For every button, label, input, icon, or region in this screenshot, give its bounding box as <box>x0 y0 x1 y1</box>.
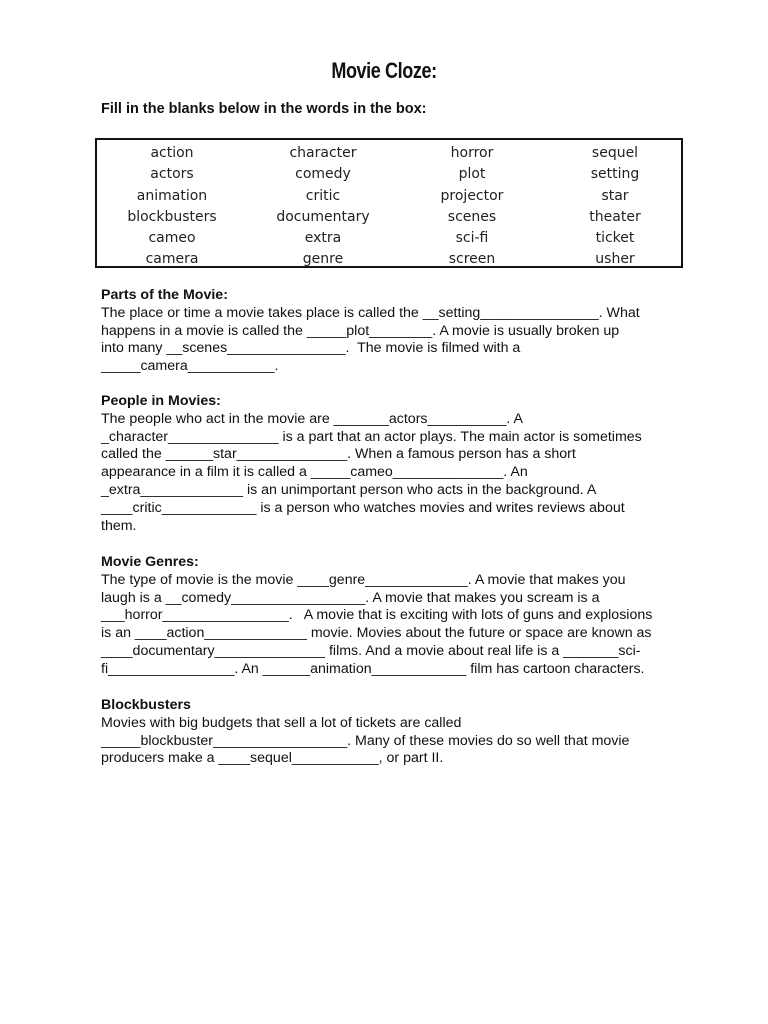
word-bank-item: comedy <box>295 166 351 183</box>
section-blockbusters <box>101 697 701 768</box>
word-bank-item: usher <box>595 251 635 268</box>
paragraph-line: them. <box>101 517 137 534</box>
paragraph-line: The type of movie is the movie ____genre_____________. A movie that makes you <box>101 571 626 588</box>
word-bank-item: scenes <box>447 208 497 225</box>
section-heading: People in Movies: <box>101 393 221 409</box>
word-bank-item: blockbusters <box>127 208 217 225</box>
paragraph-line: ____critic____________ is a person who watches movies and writes reviews about <box>101 499 625 516</box>
paragraph-line: ____documentary______________ films. And a movie about real life is a _______sci- <box>101 642 641 659</box>
paragraph-line: appearance in a film it is called a _____cameo______________. An <box>101 464 528 481</box>
paragraph-line: _____camera___________. <box>101 358 279 375</box>
word-bank-box <box>95 138 683 268</box>
word-bank-item: theater <box>589 208 641 225</box>
paragraph-line: is an ____action_____________ movie. Movies about the future or space are known as <box>101 625 652 642</box>
instructions-text: Fill in the blanks below in the words in the box: <box>101 101 427 117</box>
word-bank-item: sci-fi <box>455 230 489 247</box>
word-bank-item: genre <box>302 251 344 268</box>
word-bank-item: action <box>150 145 194 161</box>
word-bank-item: horror <box>450 145 494 161</box>
word-bank-item: documentary <box>276 208 370 225</box>
word-bank-item: animation <box>136 187 208 204</box>
word-bank-item: cameo <box>148 230 196 247</box>
paragraph-line: called the ______star______________. When a famous person has a short <box>101 446 576 463</box>
paragraph-line: _____blockbuster_________________. Many of these movies do so well that movie <box>101 732 630 749</box>
paragraph-line: laugh is a __comedy_________________. A movie that makes you scream is a <box>101 589 600 606</box>
word-bank-item: actors <box>150 166 194 183</box>
paragraph-line: fi________________. An ______animation____________ film has cartoon characters. <box>101 660 645 677</box>
section-parts-of-movie <box>101 287 701 376</box>
paragraph-line: Movies with big budgets that sell a lot of tickets are called <box>101 714 462 731</box>
paragraph-line: happens in a movie is called the _____plot________. A movie is usually broken up <box>101 322 620 339</box>
word-bank-item: projector <box>440 187 504 204</box>
paragraph-line: The place or time a movie takes place is called the __setting_______________. What <box>101 304 640 321</box>
paragraph-line: into many __scenes_______________. The movie is filmed with a <box>101 340 521 357</box>
paragraph-line: The people who act in the movie are _______actors__________. A <box>101 410 523 427</box>
paragraph-line: _extra_____________ is an unimportant person who acts in the background. A <box>101 481 597 498</box>
word-bank-item: critic <box>305 187 341 204</box>
section-heading: Parts of the Movie: <box>101 287 228 303</box>
paragraph-line: ___horror________________. A movie that is exciting with lots of guns and explosions <box>101 607 653 624</box>
section-heading: Blockbusters <box>101 697 191 713</box>
word-bank-item: sequel <box>591 145 639 161</box>
section-heading: Movie Genres: <box>101 554 199 570</box>
page-title: Movie Cloze: <box>331 58 437 83</box>
paragraph-line: _character______________ is a part that an actor plays. The main actor is sometimes <box>101 428 642 445</box>
word-bank-item: screen <box>448 251 496 268</box>
word-bank-item: plot <box>458 166 486 183</box>
word-bank-item: camera <box>145 251 199 268</box>
section-movie-genres <box>101 554 701 679</box>
word-bank-item: ticket <box>595 230 635 247</box>
word-bank-grid <box>97 143 681 271</box>
word-bank-item: star <box>601 187 629 204</box>
section-people-in-movies <box>101 393 701 535</box>
paragraph-line: producers make a ____sequel___________, or part II. <box>101 750 444 767</box>
word-bank-item: character <box>289 145 357 161</box>
word-bank-item: setting <box>590 166 640 183</box>
word-bank-item: extra <box>304 230 342 247</box>
